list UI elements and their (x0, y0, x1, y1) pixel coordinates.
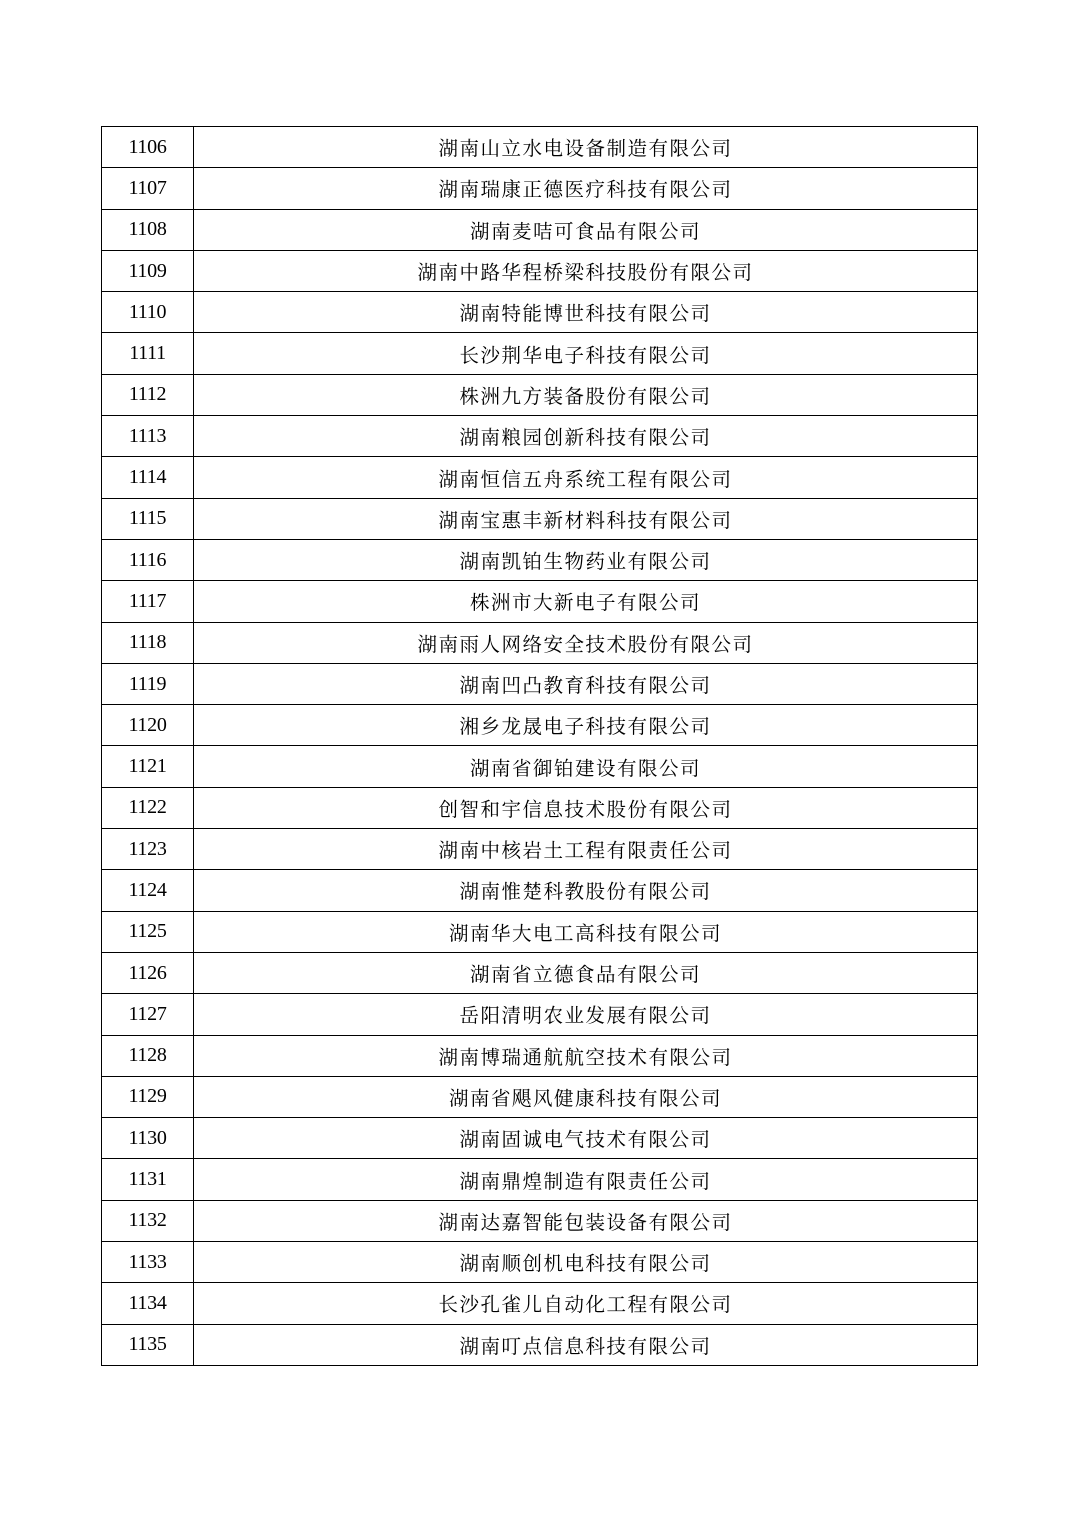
company-name: 湖南中核岩土工程有限责任公司 (194, 829, 978, 870)
row-number: 1110 (102, 292, 194, 333)
company-list-body (102, 127, 978, 1366)
company-name: 湖南瑞康正德医疗科技有限公司 (194, 168, 978, 209)
company-name: 湘乡龙晟电子科技有限公司 (194, 705, 978, 746)
table-row (102, 622, 978, 663)
row-number: 1114 (102, 457, 194, 498)
table-row (102, 168, 978, 209)
table-row (102, 539, 978, 580)
table-row (102, 292, 978, 333)
table-row (102, 209, 978, 250)
row-number: 1118 (102, 622, 194, 663)
row-number: 1113 (102, 416, 194, 457)
company-name: 湖南顺创机电科技有限公司 (194, 1242, 978, 1283)
table-row (102, 1283, 978, 1324)
company-name: 湖南叮点信息科技有限公司 (194, 1324, 978, 1365)
row-number: 1117 (102, 581, 194, 622)
row-number: 1123 (102, 829, 194, 870)
row-number: 1109 (102, 250, 194, 291)
company-name: 湖南鼎煌制造有限责任公司 (194, 1159, 978, 1200)
company-name: 湖南山立水电设备制造有限公司 (194, 127, 978, 168)
company-name: 湖南宝惠丰新材料科技有限公司 (194, 498, 978, 539)
table-row (102, 829, 978, 870)
row-number: 1130 (102, 1118, 194, 1159)
table-row (102, 457, 978, 498)
table-row (102, 581, 978, 622)
table-row (102, 1118, 978, 1159)
company-name: 湖南达嘉智能包装设备有限公司 (194, 1200, 978, 1241)
row-number: 1134 (102, 1283, 194, 1324)
company-list-table (101, 126, 978, 1366)
table-row (102, 705, 978, 746)
row-number: 1131 (102, 1159, 194, 1200)
company-name: 湖南固诚电气技术有限公司 (194, 1118, 978, 1159)
company-name: 湖南雨人网络安全技术股份有限公司 (194, 622, 978, 663)
table-row (102, 1324, 978, 1365)
company-name: 株洲市大新电子有限公司 (194, 581, 978, 622)
company-name: 湖南惟楚科教股份有限公司 (194, 870, 978, 911)
company-name: 湖南博瑞通航航空技术有限公司 (194, 1035, 978, 1076)
row-number: 1107 (102, 168, 194, 209)
table-row (102, 994, 978, 1035)
row-number: 1125 (102, 911, 194, 952)
company-name: 岳阳清明农业发展有限公司 (194, 994, 978, 1035)
table-row (102, 374, 978, 415)
table-row (102, 1035, 978, 1076)
table-row (102, 1159, 978, 1200)
table-row (102, 952, 978, 993)
company-name: 湖南省御铂建设有限公司 (194, 746, 978, 787)
row-number: 1112 (102, 374, 194, 415)
table-row (102, 663, 978, 704)
row-number: 1121 (102, 746, 194, 787)
company-name: 湖南中路华程桥梁科技股份有限公司 (194, 250, 978, 291)
table-row (102, 333, 978, 374)
table-row (102, 1076, 978, 1117)
table-row (102, 746, 978, 787)
row-number: 1133 (102, 1242, 194, 1283)
row-number: 1129 (102, 1076, 194, 1117)
row-number: 1122 (102, 787, 194, 828)
company-name: 湖南凯铂生物药业有限公司 (194, 539, 978, 580)
row-number: 1108 (102, 209, 194, 250)
company-name: 长沙荆华电子科技有限公司 (194, 333, 978, 374)
row-number: 1132 (102, 1200, 194, 1241)
company-name: 湖南麦咭可食品有限公司 (194, 209, 978, 250)
row-number: 1119 (102, 663, 194, 704)
table-row (102, 870, 978, 911)
table-row (102, 250, 978, 291)
company-name: 湖南特能博世科技有限公司 (194, 292, 978, 333)
table-row (102, 1242, 978, 1283)
company-name: 湖南恒信五舟系统工程有限公司 (194, 457, 978, 498)
row-number: 1115 (102, 498, 194, 539)
company-name: 湖南省飓风健康科技有限公司 (194, 1076, 978, 1117)
row-number: 1120 (102, 705, 194, 746)
table-row (102, 1200, 978, 1241)
company-name: 湖南华大电工高科技有限公司 (194, 911, 978, 952)
company-name: 长沙孔雀儿自动化工程有限公司 (194, 1283, 978, 1324)
company-name: 创智和宇信息技术股份有限公司 (194, 787, 978, 828)
table-row (102, 498, 978, 539)
row-number: 1128 (102, 1035, 194, 1076)
table-row (102, 911, 978, 952)
company-name: 株洲九方装备股份有限公司 (194, 374, 978, 415)
table-row (102, 787, 978, 828)
row-number: 1106 (102, 127, 194, 168)
company-name: 湖南省立德食品有限公司 (194, 952, 978, 993)
row-number: 1135 (102, 1324, 194, 1365)
row-number: 1116 (102, 539, 194, 580)
table-row (102, 416, 978, 457)
row-number: 1127 (102, 994, 194, 1035)
company-name: 湖南粮园创新科技有限公司 (194, 416, 978, 457)
table-row (102, 127, 978, 168)
company-name: 湖南凹凸教育科技有限公司 (194, 663, 978, 704)
row-number: 1126 (102, 952, 194, 993)
row-number: 1111 (102, 333, 194, 374)
row-number: 1124 (102, 870, 194, 911)
